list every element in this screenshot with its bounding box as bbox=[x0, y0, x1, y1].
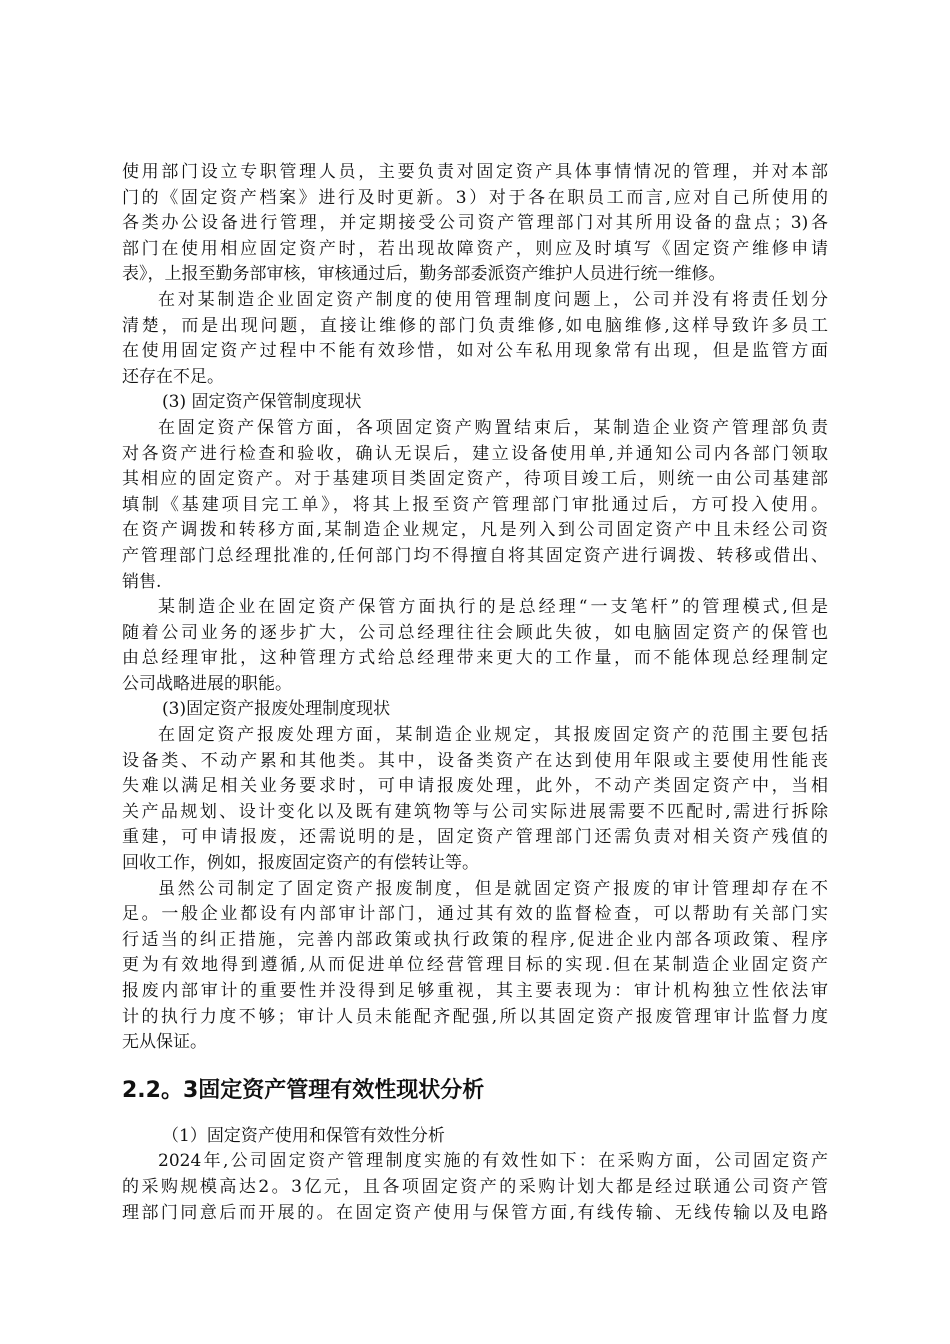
text-line: 使用部门设立专职管理人员，主要负责对固定资产具体事情情况的管理，并对本部 bbox=[122, 162, 828, 182]
text-line: 在资产调拨和转移方面,某制造企业规定，凡是列入到公司固定资产中且未经公司资 bbox=[122, 520, 828, 541]
text-line: 随着公司业务的逐步扩大，公司总经理往往会顾此失彼，如电脑固定资产的保管也 bbox=[122, 622, 828, 643]
text-line: 由总经理审批，这种管理方式给总经理带来更大的工作量，而不能体现总经理制定 bbox=[122, 648, 828, 669]
paragraph-custody bbox=[122, 416, 828, 595]
text-line: 的采购规模高达2。3亿元，且各项固定资产的采购计划大都是经过联通公司资产管 bbox=[122, 1176, 828, 1197]
document-body bbox=[122, 160, 828, 1226]
text-line: 在使用固定资产过程中不能有效珍惜，如对公车私用现象常有出现，但是监管方面 bbox=[122, 341, 828, 362]
paragraph-disposal-audit bbox=[122, 877, 828, 1056]
text-line: 产管理部门总经理批准的,任何部门均不得擅自将其固定资产进行调拨、转移或借出、 bbox=[122, 545, 828, 566]
subheading-effectiveness: （1）固定资产使用和保管有效性分析 bbox=[162, 1125, 445, 1146]
text-line: 销售. bbox=[122, 571, 162, 592]
text-line: 各类办公设备进行管理，并定期接受公司资产管理部门对其所用设备的盘点；3)各 bbox=[122, 213, 828, 234]
text-line: 填制《基建项目完工单》，将其上报至资产管理部门审批通过后，方可投入使用。 bbox=[122, 494, 828, 515]
paragraph-effectiveness bbox=[122, 1149, 828, 1226]
text-line: 2024年,公司固定资产管理制度实施的有效性如下：在采购方面，公司固定资产 bbox=[158, 1151, 828, 1172]
paragraph-disposal bbox=[122, 723, 828, 877]
text-line: 设备类、不动产累和其他类。其中，设备类资产在达到使用年限或主要使用性能丧 bbox=[122, 750, 828, 771]
text-line: 在固定资产报废处理方面，某制造企业规定，其报废固定资产的范围主要包括 bbox=[158, 725, 828, 746]
paragraph-usage-problems bbox=[122, 288, 828, 390]
text-line: 理部门同意后而开展的。在固定资产使用与保管方面,有线传输、无线传输以及电路 bbox=[122, 1202, 828, 1223]
text-line: 部门在使用相应固定资产时，若出现故障资产，则应及时填写《固定资产维修申请 bbox=[122, 238, 828, 259]
text-line: 公司战略进展的职能。 bbox=[122, 673, 292, 694]
text-line: 门的《固定资产档案》进行及时更新。3）对于各在职员工而言,应对自己所使用的 bbox=[122, 187, 828, 208]
text-line: 其相应的固定资产。对于基建项目类固定资产，待项目竣工后，则统一由公司基建部 bbox=[122, 469, 828, 490]
text-line: 足。一般企业都设有内部审计部门，通过其有效的监督检查，可以帮助有关部门实 bbox=[122, 904, 828, 925]
text-line: 行适当的纠正措施，完善内部政策或执行政策的程序,促进企业内部各项政策、程序 bbox=[122, 929, 828, 950]
text-line: 在对某制造企业固定资产制度的使用管理制度问题上，公司并没有将责任划分 bbox=[158, 289, 828, 310]
paragraph-usage-management bbox=[122, 160, 828, 288]
section-heading: 2.2。3固定资产管理有效性现状分析 bbox=[122, 1077, 485, 1103]
text-line: 回收工作，例如，报废固定资产的有偿转让等。 bbox=[122, 853, 479, 874]
text-line: 关产品规划、设计变化以及既有建筑物等与公司实际进展需要不匹配时,需进行拆除 bbox=[122, 801, 828, 822]
subheading-disposal-status: (3)固定资产报废处理制度现状 bbox=[162, 699, 391, 720]
text-line: 重建，可申请报废，还需说明的是，固定资产管理部门还需负责对相关资产残值的 bbox=[122, 827, 828, 848]
text-line: 报废内部审计的重要性并没得到足够重视，其主要表现为：审计机构独立性依法审 bbox=[122, 981, 828, 1001]
text-line: 还存在不足。 bbox=[122, 366, 224, 387]
text-line: 对各资产进行检查和验收，确认无误后，建立设备使用单,并通知公司内各部门领取 bbox=[122, 443, 828, 464]
text-line: 表》，上报至勤务部审核，审核通过后，勤务部委派资产维护人员进行统一维修。 bbox=[122, 264, 726, 285]
text-line: 某制造企业在固定资产保管方面执行的是总经理“一支笔杆”的管理模式,但是 bbox=[158, 597, 828, 618]
text-line: 在固定资产保管方面，各项固定资产购置结束后，某制造企业资产管理部负责 bbox=[158, 417, 828, 438]
text-line: 失难以满足相关业务要求时，可申请报废处理，此外，不动产类固定资产中，当相 bbox=[122, 776, 828, 797]
text-line: 计的执行力度不够；审计人员未能配齐配强,所以其固定资产报废管理审计监督力度 bbox=[122, 1006, 828, 1027]
text-line: 无从保证。 bbox=[122, 1032, 207, 1053]
text-line: 虽然公司制定了固定资产报废制度，但是就固定资产报废的审计管理却存在不 bbox=[158, 878, 828, 899]
text-line: 更为有效地得到遵循,从而促进单位经营管理目标的实现.但在某制造企业固定资产 bbox=[122, 955, 828, 976]
text-line: 清楚，而是出现问题，直接让维修的部门负责维修,如电脑维修,这样导致许多员工 bbox=[122, 315, 828, 336]
paragraph-custody-model bbox=[122, 595, 828, 697]
subheading-custody-status: (3) 固定资产保管制度现状 bbox=[162, 392, 362, 413]
